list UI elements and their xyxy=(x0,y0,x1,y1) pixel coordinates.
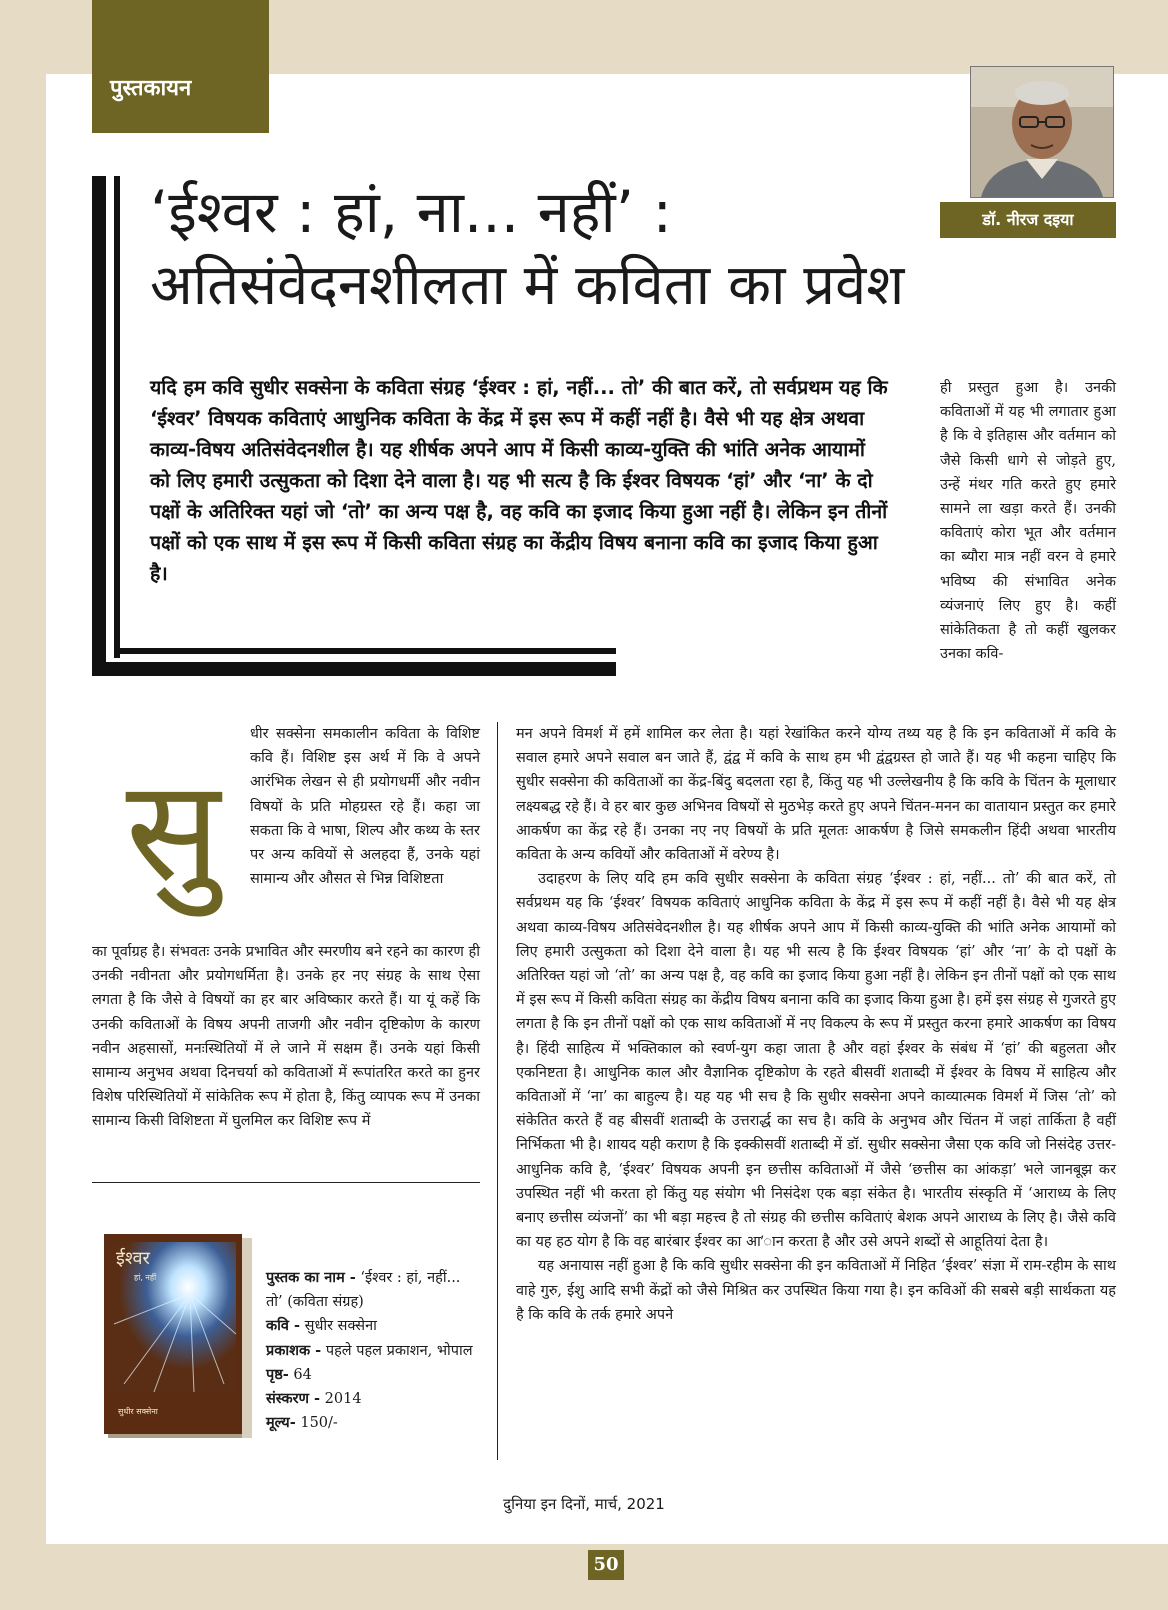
book-cover-author: सुधीर सक्सेना xyxy=(118,1407,158,1416)
book-publisher-value: पहले पहल प्रकाशन, भोपाल xyxy=(325,1342,473,1359)
book-cover-subtitle: हां, नहीं xyxy=(134,1273,157,1282)
book-name-value: ‘ईश्वर : हां, नहीं... तो’ (कविता संग्रह) xyxy=(266,1270,461,1311)
author-photo xyxy=(970,66,1114,198)
book-poet-row xyxy=(266,1314,480,1338)
book-pages-label: पृष्ठ- xyxy=(266,1365,289,1383)
page-number: 50 xyxy=(588,1550,624,1580)
body-left-top-text: धीर सक्सेना समकालीन कविता के विशिष्ट कवि हैं। विशिष्ट इस अर्थ में कि वे अपने आरंभिक लेखन से ही प्रयोगधर्मी और नवीन विषयों के प्रति मोहग्रस्त रहे हैं। कहा जा सकता कि वे भाषा, शिल्प और कथ्य के स्तर पर अन्य कवियों से अलहदा हैं, उनके यहां सामान्य और औसत से भिन्न विशिष्टता xyxy=(250,726,480,888)
author-name: डॉ. नीरज दइया xyxy=(940,202,1116,238)
author-portrait-image xyxy=(971,67,1113,197)
body-left-bottom-text: का पूर्वाग्रह है। संभवतः उनके प्रभावित और स्मरणीय बने रहने का कारण ही उनकी नवीनता और प्रयोगधर्मिता है। उनके हर नए संग्रह के साथ ऐसा लगता है कि जैसे वे विषयों का हर बार अविष्कार करते हैं। या यूं कहें कि उनकी कविताओं के विषय अपनी ताजगी और नवीन दृष्टिकोण के कारण नवीन अहसासों, मनःस्थितियों में ले जाने में सक्षम हैं। उनके यहां किसी सामान्य अनुभव अथवा दिनचर्या को कविताओं में रूपांतरित करते का हुनर विशेष परिस्थितियों में सांकेतिक रूप में होता है, किंतु व्यापक रूप में उनका सामान्य किसी विशिष्टता में घुलमिल कर विशिष्ट रूप में xyxy=(92,944,480,1130)
lead-paragraph: यदि हम कवि सुधीर सक्सेना के कविता संग्रह ‘ईश्वर : हां, नहीं... तो’ की बात करें, तो सर्वप्रथम यह कि ‘ईश्वर’ विषयक कविताएं आधुनिक कविता के केंद्र में इस रूप में कहीं नहीं है। वैसे भी यह क्षेत्र अथवा काव्य-विषय अतिसंवेदनशील है। यह शीर्षक अपने आप में किसी काव्य-युक्ति की भांति अनेक आयामों को लिए हमारी उत्सुकता को दिशा देने वाला है। यह भी सत्य है कि ईश्वर विषयक ‘हां’ और ‘ना’ के दो पक्षों के अतिरिक्त यहां जो ‘तो’ का अन्य पक्ष है, वह कवि का इजाद किया हुआ नहीं है। लेकिन इन तीनों पक्षों को एक साथ में इस रूप में किसी कविता संग्रह का केंद्रीय विषय बनाना कवि का इजाद किया हुआ है। xyxy=(150,376,888,585)
article-title-line-2: अतिसंवेदनशीलता में कविता का प्रवेश xyxy=(150,253,905,318)
book-cover-title: ईश्वर xyxy=(116,1248,150,1269)
book-name-row xyxy=(266,1266,480,1314)
book-pages-row xyxy=(266,1363,480,1387)
book-poet-value: सुधीर सक्सेना xyxy=(304,1318,377,1335)
body-right-column xyxy=(516,722,1116,1327)
frame-bar-horizontal-inner xyxy=(114,648,616,654)
article-title-line-1: ‘ईश्वर : हां, ना... नहीं’ : xyxy=(150,178,673,246)
body-right-paragraph-1: मन अपने विमर्श में हमें शामिल कर लेता है। यहां रेखांकित करने योग्य तथ्य यह है कि इन कविताओं में कवि के सवाल हमारे अपने सवाल बन जाते हैं, द्वंद्व में कवि के साथ हम भी द्वंद्वग्रस्त हो जाते हैं। यह भी कहना चाहिए कि सुधीर सक्सेना की कविताओं का केंद्र-बिंदु बदलता रहा है, किंतु यह भी उल्लेखनीय है कि कवि के चिंतन के मूलाधार लक्ष्यबद्ध रहे हैं। वे हर बार कुछ अभिनव विषयों से मुठभेड़ करते हुए अपने चिंतन-मनन का वातायान प्रस्तुत कर हमारे आकर्षण का केंद्र रहे हैं। उनका नए नए विषयों के प्रति मूलतः आकर्षण है जिसे समकलीन हिंदी अथवा भारतीय कविता के अन्य कवियों और कविताओं में वरेण्य है। xyxy=(516,726,1116,864)
drop-cap: सु xyxy=(125,750,221,913)
frame-bar-vertical-inner xyxy=(114,176,120,658)
book-price-row xyxy=(266,1411,480,1435)
book-edition-value: 2014 xyxy=(324,1391,362,1408)
body-right-paragraph-3: यह अनायास नहीं हुआ है कि कवि सुधीर सक्सेना की इन कविताओं में निहित ‘ईश्वर’ संज्ञा में राम-रहीम के साथ वाहे गुरु, ईशु आदि सभी केंद्रों को जैसे मिश्रित कर उपस्थित किया गया है। इन कविओं की सबसे बड़ी सार्थकता यह है कि कवि के तर्क हमारे अपने xyxy=(516,1258,1116,1323)
article-title xyxy=(150,176,930,322)
book-publisher-row xyxy=(266,1339,480,1363)
column-divider xyxy=(497,722,498,1460)
book-edition-label: संस्करण - xyxy=(266,1390,321,1408)
book-edition-row xyxy=(266,1387,480,1411)
book-publisher-label: प्रकाशक - xyxy=(266,1341,322,1359)
book-price-label: मूल्य- xyxy=(266,1414,296,1432)
book-box-divider xyxy=(92,1182,480,1183)
publication-footer: दुनिया इन दिनों, मार्च, 2021 xyxy=(503,1495,665,1513)
book-pages-value: 64 xyxy=(293,1366,312,1383)
book-poet-label: कवि - xyxy=(266,1317,301,1335)
book-cover-art xyxy=(104,1234,242,1434)
section-label: पुस्तकायन xyxy=(92,0,269,133)
frame-bar-vertical-outer xyxy=(92,176,106,676)
body-right-paragraph-2: उदाहरण के लिए यदि हम कवि सुधीर सक्सेना के कविता संग्रह ‘ईश्वर : हां, नहीं... तो’ की बात करें, तो सर्वप्रथम यह कि ‘ईश्वर’ विषयक कविताएं आधुनिक कविता के केंद्र में इस रूप में कहीं नहीं है। वैसे भी यह क्षेत्र अथवा काव्य-विषय अतिसंवेदनशील है। यह शीर्षक अपने आप में किसी काव्य-युक्ति की भांति अनेक आयामों को लिए हमारी उत्सुकता को दिशा देने वाला है। यह भी सत्य है कि ईश्वर विषयक ‘हां’ और ‘ना’ के दो पक्षों के अतिरिक्त यहां जो ‘तो’ का अन्य पक्ष है, वह कवि का इजाद किया हुआ नहीं है। लेकिन इन तीनों पक्षों को एक साथ में इस रूप में किसी कविता संग्रह का केंद्रीय विषय बनाना कवि का इजाद किया हुआ है। हमें इस संग्रह से गुजरते हुए लगता है कि इन तीनों पक्षों को एक साथ कविताओं में नए विकल्प के रूप में प्रस्तुत करना हमारे आकर्षण का विषय है। हिंदी साहित्य में भक्तिकाल को स्वर्ण-युग कहा जाता है और वहां ईश्वर के संबंध में ‘हां’ की बहुलता और एकनिष्टता है। आधुनिक काल और वैज्ञानिक दृष्टिकोण के रहते बीसवीं शताब्दी में ईश्वर के विषय में साहित्य और कविताओं में ‘ना’ का बाहुल्य है। यह यह भी सच है कि सुधीर सक्सेना अपने काव्यात्मक विमर्श में जिस ‘तो’ को संकेतित करते हैं वह बीसवीं शताब्दी के उत्तरार्द्ध का सच है। कवि के अनुभव और चिंतन में जहां तार्किता है वहीं निर्भिकता भी है। शायद यही कराण है कि इक्कीसवीं शताब्दी में डॉ. सुधीर सक्सेना जैसा एक कवि जो निसंदेह उत्तर-आधुनिक कवि है, ‘ईश्वर’ विषयक अपनी इन छत्तीस कविताओं में जैसे ‘छत्तीस का आंकड़ा’ भले जानबूझ कर उपस्थित नहीं भी करता हो किंतु यह संयोग भी निसंदेश एक बड़ा संकेत है। भारतीय संस्कृति में ‘आराध्य के लिए बनाए छत्तीस व्यंजनों’ का भी बड़ा महत्त्व है तो संग्रह की छत्तीस कविताएं बेशक अपने आराध्य के लिए है। जैसे कवि का यह हठ योग है कि वह बारंबार ईश्वर का आ’ान करता है और उसे अपने शब्दों से आहूतियां देता है। xyxy=(516,871,1116,1251)
frame-bar-horizontal-outer xyxy=(92,662,616,676)
book-cover-image xyxy=(104,1234,242,1434)
book-price-value: 150/- xyxy=(300,1415,338,1432)
side-column-text: ही प्रस्तुत हुआ है। उनकी कविताओं में यह भी लगातार हुआ है कि वे इतिहास और वर्तमान को जैसे किसी धागे से जोड़ते हुए, उन्हें मंथर गति करते हुए हमारे सामने ला खड़ा करते हैं। उनकी कविताएं कोरा भूत और वर्तमान का ब्यौरा मात्र नहीं वरन वे हमारे भविष्य की संभावित अनेक व्यंजनाएं लिए हुए है। कहीं सांकेतिकता है तो कहीं खुलकर उनका कवि- xyxy=(940,380,1116,663)
book-details xyxy=(266,1266,480,1435)
book-spine xyxy=(242,1238,252,1438)
book-name-label: पुस्तक का नाम - xyxy=(266,1269,356,1286)
